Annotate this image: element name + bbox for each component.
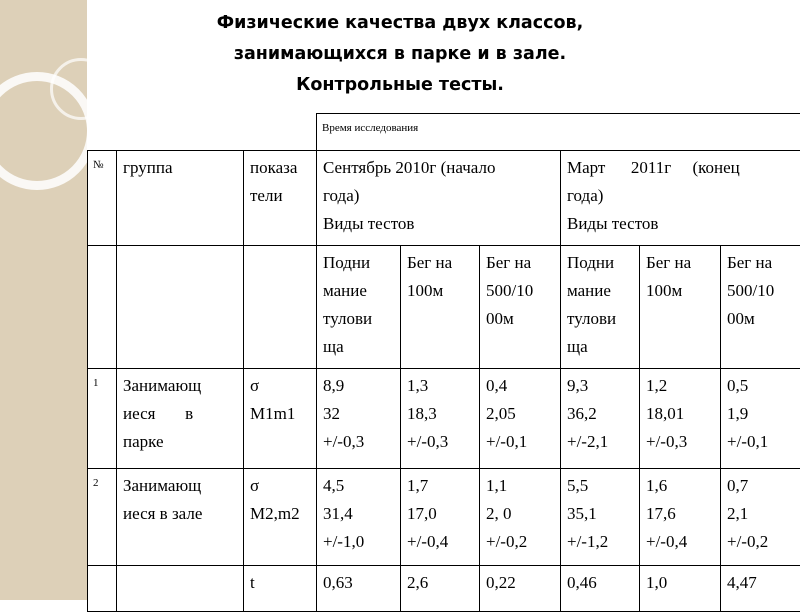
cell-text: тели	[250, 182, 312, 210]
cell-text: 1,2	[646, 372, 716, 400]
cell-text: M1m1	[250, 400, 312, 428]
cell-text: Подни	[567, 249, 635, 277]
cell-text: +/-0,1	[486, 428, 556, 456]
cell-text: Бег на	[727, 249, 796, 277]
value-cell	[721, 469, 800, 566]
cell-text: +/-0,3	[407, 428, 475, 456]
t-value	[561, 566, 640, 612]
indicators-header	[244, 151, 317, 246]
cell-text: Виды тестов	[323, 210, 556, 238]
title-line-2: занимающихся в парке и в зале.	[0, 39, 800, 70]
cell-text: 00м	[727, 305, 796, 333]
research-time-header	[317, 114, 800, 151]
test-header-mar-3	[721, 246, 800, 369]
table-row-t	[88, 566, 800, 612]
value-cell	[317, 469, 401, 566]
cell-text: Сентябрь 2010г (начало	[323, 154, 556, 182]
cell-text: Виды тестов	[567, 210, 796, 238]
cell-text: Занимающ	[123, 472, 239, 500]
value-cell	[480, 469, 561, 566]
cell-text: 500/10	[486, 277, 556, 305]
cell-text: 32	[323, 400, 396, 428]
cell-text: 5,5	[567, 472, 635, 500]
t-value	[480, 566, 561, 612]
test-header-sep-2	[401, 246, 480, 369]
cell-text: ща	[323, 333, 396, 361]
cell-text: 31,4	[323, 500, 396, 528]
cell-text: 17,6	[646, 500, 716, 528]
cell-text: 2,1	[727, 500, 796, 528]
cell-text: 0,46	[567, 569, 635, 597]
cell-text: Занимающ	[123, 372, 239, 400]
group-cell	[117, 469, 244, 566]
cell-text: Бег на	[646, 249, 716, 277]
t-label	[244, 566, 317, 612]
march-header	[561, 151, 800, 246]
t-value	[640, 566, 721, 612]
cell-text: +/-0,2	[486, 528, 556, 556]
table-row	[88, 114, 800, 151]
cell-text: +/-2,1	[567, 428, 635, 456]
table-row	[88, 151, 800, 246]
value-cell	[721, 369, 800, 469]
cell-text: 1,0	[646, 569, 716, 597]
cell-text: +/-0,2	[727, 528, 796, 556]
cell-text: мание	[323, 277, 396, 305]
row-number	[88, 469, 117, 566]
group-header	[117, 151, 244, 246]
cell-text: 18,3	[407, 400, 475, 428]
value-cell	[640, 369, 721, 469]
value-cell	[317, 369, 401, 469]
results-table	[87, 113, 800, 612]
cell-text: 35,1	[567, 500, 635, 528]
table-row-park	[88, 369, 800, 469]
cell-text: 500/10	[727, 277, 796, 305]
cell-text: ща	[567, 333, 635, 361]
cell-text: 00м	[486, 305, 556, 333]
cell-text: 36,2	[567, 400, 635, 428]
table-row	[88, 246, 800, 369]
cell-text: №	[93, 158, 112, 172]
cell-text: иеся в зале	[123, 500, 239, 528]
cell-text: 0,63	[323, 569, 396, 597]
cell-text: тулови	[567, 305, 635, 333]
value-cell	[561, 469, 640, 566]
cell-text: группа	[123, 154, 239, 182]
cell-text: 0,22	[486, 569, 556, 597]
row-number	[88, 369, 117, 469]
september-header	[317, 151, 561, 246]
slide-title	[0, 8, 800, 101]
cell-text: +/-1,0	[323, 528, 396, 556]
cell-text: 0,4	[486, 372, 556, 400]
cell-text: t	[250, 569, 312, 597]
cell-text: +/-0,4	[646, 528, 716, 556]
cell-text: σ	[250, 472, 312, 500]
cell-text: 0,7	[727, 472, 796, 500]
value-cell	[401, 369, 480, 469]
value-cell	[401, 469, 480, 566]
cell-text: 100м	[646, 277, 716, 305]
cell-text: 2,6	[407, 569, 475, 597]
table-row-gym	[88, 469, 800, 566]
cell-text: 1,6	[646, 472, 716, 500]
cell-text: 100м	[407, 277, 475, 305]
cell-text: 2,05	[486, 400, 556, 428]
cell-text: M2,m2	[250, 500, 312, 528]
cell-text: 1,9	[727, 400, 796, 428]
indicator-cell	[244, 469, 317, 566]
cell-text: 2, 0	[486, 500, 556, 528]
cell-text: 1	[93, 376, 112, 390]
cell-text: Март 2011г (конец	[567, 154, 796, 182]
t-value	[401, 566, 480, 612]
cell-text: 1,1	[486, 472, 556, 500]
cell-text: +/-0,1	[727, 428, 796, 456]
num-header	[88, 151, 117, 246]
cell-text: 18,01	[646, 400, 716, 428]
test-header-mar-1	[561, 246, 640, 369]
cell-text: +/-0,4	[407, 528, 475, 556]
cell-text: Бег на	[486, 249, 556, 277]
cell-text: года)	[567, 182, 796, 210]
test-header-mar-2	[640, 246, 721, 369]
cell-text: 4,47	[727, 569, 796, 597]
value-cell	[561, 369, 640, 469]
group-cell	[117, 369, 244, 469]
cell-text: +/-1,2	[567, 528, 635, 556]
cell-text: +/-0,3	[323, 428, 396, 456]
cell-text: тулови	[323, 305, 396, 333]
cell-text: показа	[250, 154, 312, 182]
test-header-sep-3	[480, 246, 561, 369]
value-cell	[480, 369, 561, 469]
cell-text: +/-0,3	[646, 428, 716, 456]
title-line-3: Контрольные тесты.	[0, 70, 800, 101]
test-header-sep-1	[317, 246, 401, 369]
t-value	[721, 566, 800, 612]
cell-text: 0,5	[727, 372, 796, 400]
cell-text: 1,7	[407, 472, 475, 500]
cell-text: мание	[567, 277, 635, 305]
cell-text: σ	[250, 372, 312, 400]
cell-text: иеся в	[123, 400, 239, 428]
indicator-cell	[244, 369, 317, 469]
cell-text: 1,3	[407, 372, 475, 400]
cell-text: 9,3	[567, 372, 635, 400]
t-value	[317, 566, 401, 612]
value-cell	[640, 469, 721, 566]
cell-text: года)	[323, 182, 556, 210]
cell-text: 17,0	[407, 500, 475, 528]
cell-text: 8,9	[323, 372, 396, 400]
cell-text: парке	[123, 428, 239, 456]
cell-text: Время исследования	[322, 121, 796, 135]
cell-text: Подни	[323, 249, 396, 277]
cell-text: 2	[93, 476, 112, 490]
cell-text: 4,5	[323, 472, 396, 500]
title-line-1: Физические качества двух классов,	[0, 8, 800, 39]
cell-text: Бег на	[407, 249, 475, 277]
